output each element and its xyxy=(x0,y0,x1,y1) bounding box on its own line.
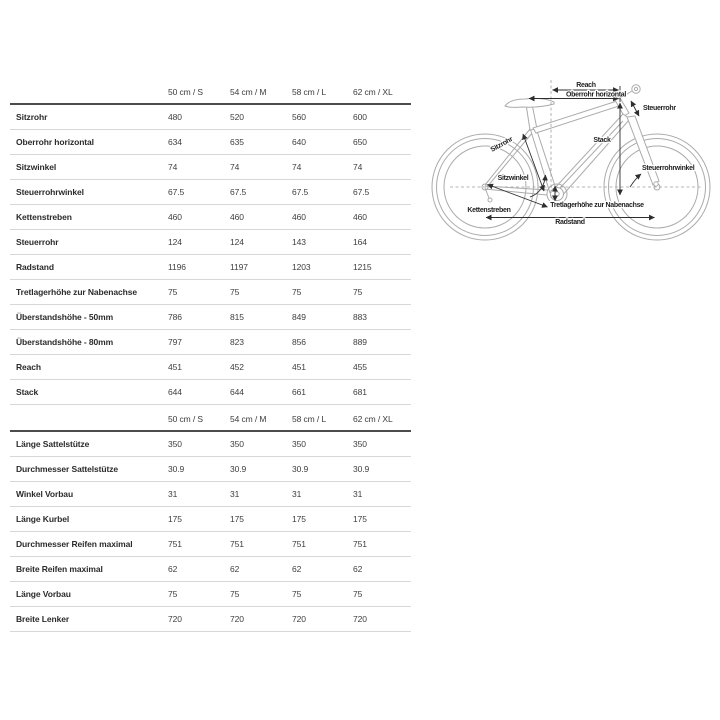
radstand-label: Radstand xyxy=(555,219,585,226)
value-cell: 460 xyxy=(168,205,230,230)
value-cell: 1196 xyxy=(168,255,230,280)
row-label: Breite Reifen maximal xyxy=(10,557,168,582)
size-column-header: 50 cm / S xyxy=(168,80,230,104)
stack-label: Stack xyxy=(593,137,611,144)
table-row xyxy=(10,457,411,482)
value-cell: 635 xyxy=(230,130,292,155)
row-label: Tretlagerhöhe zur Nabenachse xyxy=(10,280,168,305)
table-row xyxy=(10,130,411,155)
value-cell: 600 xyxy=(353,104,411,130)
value-cell: 124 xyxy=(230,230,292,255)
row-label: Oberrohr horizontal xyxy=(10,130,168,155)
value-cell: 62 xyxy=(230,557,292,582)
value-cell: 350 xyxy=(230,431,292,457)
value-cell: 164 xyxy=(353,230,411,255)
table-row xyxy=(10,482,411,507)
value-cell: 75 xyxy=(353,582,411,607)
steuerrohrwinkel-label: Steuerrohrwinkel xyxy=(642,165,695,172)
size-column-header: 58 cm / L xyxy=(292,407,353,431)
table-row xyxy=(10,155,411,180)
value-cell: 30.9 xyxy=(168,457,230,482)
value-cell: 350 xyxy=(353,431,411,457)
value-cell: 175 xyxy=(168,507,230,532)
steuerrohrwinkel-arc xyxy=(630,174,641,187)
value-cell: 67.5 xyxy=(230,180,292,205)
value-cell: 75 xyxy=(230,582,292,607)
table-row xyxy=(10,355,411,380)
row-label: Steuerrohr xyxy=(10,230,168,255)
value-cell: 451 xyxy=(292,355,353,380)
value-cell: 640 xyxy=(292,130,353,155)
value-cell: 175 xyxy=(353,507,411,532)
row-label: Kettenstreben xyxy=(10,205,168,230)
value-cell: 681 xyxy=(353,380,411,405)
value-cell: 1215 xyxy=(353,255,411,280)
value-cell: 644 xyxy=(168,380,230,405)
value-cell: 520 xyxy=(230,104,292,130)
table-row xyxy=(10,205,411,230)
value-cell: 720 xyxy=(292,607,353,632)
table-row xyxy=(10,230,411,255)
value-cell: 751 xyxy=(230,532,292,557)
value-cell: 751 xyxy=(353,532,411,557)
row-label: Durchmesser Sattelstütze xyxy=(10,457,168,482)
row-label: Länge Vorbau xyxy=(10,582,168,607)
value-cell: 786 xyxy=(168,305,230,330)
steuerrohr-label: Steuerrohr xyxy=(643,105,676,112)
value-cell: 175 xyxy=(292,507,353,532)
value-cell: 661 xyxy=(292,380,353,405)
value-cell: 720 xyxy=(168,607,230,632)
value-cell: 62 xyxy=(292,557,353,582)
row-label: Stack xyxy=(10,380,168,405)
value-cell: 31 xyxy=(353,482,411,507)
value-cell: 460 xyxy=(230,205,292,230)
value-cell: 74 xyxy=(353,155,411,180)
value-cell: 75 xyxy=(292,280,353,305)
value-cell: 480 xyxy=(168,104,230,130)
value-cell: 75 xyxy=(168,582,230,607)
value-cell: 797 xyxy=(168,330,230,355)
steuerrohr-arrow xyxy=(631,101,639,116)
value-cell: 849 xyxy=(292,305,353,330)
table-row xyxy=(10,104,411,130)
size-column-header: 54 cm / M xyxy=(230,407,292,431)
table-row xyxy=(10,180,411,205)
table-row xyxy=(10,532,411,557)
value-cell: 856 xyxy=(292,330,353,355)
row-label: Winkel Vorbau xyxy=(10,482,168,507)
value-cell: 889 xyxy=(353,330,411,355)
value-cell: 31 xyxy=(230,482,292,507)
value-cell: 175 xyxy=(230,507,292,532)
table-row xyxy=(10,582,411,607)
value-cell: 460 xyxy=(353,205,411,230)
value-cell: 30.9 xyxy=(292,457,353,482)
value-cell: 650 xyxy=(353,130,411,155)
row-label: Sitzrohr xyxy=(10,104,168,130)
row-label: Überstandshöhe - 80mm xyxy=(10,330,168,355)
value-cell: 823 xyxy=(230,330,292,355)
component-dimensions-table xyxy=(10,407,411,632)
table-row xyxy=(10,557,411,582)
value-cell: 62 xyxy=(353,557,411,582)
value-cell: 74 xyxy=(230,155,292,180)
row-label: Durchmesser Reifen maximal xyxy=(10,532,168,557)
value-cell: 455 xyxy=(353,355,411,380)
size-column-header: 62 cm / XL xyxy=(353,80,411,104)
row-label: Länge Sattelstütze xyxy=(10,431,168,457)
size-header-row xyxy=(10,407,411,431)
component-table-header xyxy=(10,407,411,431)
value-cell: 67.5 xyxy=(168,180,230,205)
frame-geometry-table-header xyxy=(10,80,411,104)
value-cell: 31 xyxy=(168,482,230,507)
value-cell: 67.5 xyxy=(292,180,353,205)
value-cell: 74 xyxy=(168,155,230,180)
empty-header-cell xyxy=(10,407,168,431)
value-cell: 644 xyxy=(230,380,292,405)
value-cell: 350 xyxy=(292,431,353,457)
size-column-header: 50 cm / S xyxy=(168,407,230,431)
sitzwinkel-label: Sitzwinkel xyxy=(497,175,529,182)
value-cell: 30.9 xyxy=(353,457,411,482)
value-cell: 751 xyxy=(292,532,353,557)
value-cell: 883 xyxy=(353,305,411,330)
row-label: Steuerrohrwinkel xyxy=(10,180,168,205)
table-row xyxy=(10,305,411,330)
value-cell: 350 xyxy=(168,431,230,457)
table-row xyxy=(10,330,411,355)
value-cell: 1197 xyxy=(230,255,292,280)
reach-label: Reach xyxy=(576,82,596,89)
row-label: Reach xyxy=(10,355,168,380)
size-column-header: 54 cm / M xyxy=(230,80,292,104)
sitzrohr-label: Sitzrohr xyxy=(489,135,515,154)
value-cell: 75 xyxy=(230,280,292,305)
value-cell: 1203 xyxy=(292,255,353,280)
table-row xyxy=(10,507,411,532)
value-cell: 460 xyxy=(292,205,353,230)
value-cell: 634 xyxy=(168,130,230,155)
table-row xyxy=(10,607,411,632)
value-cell: 75 xyxy=(292,582,353,607)
row-label: Radstand xyxy=(10,255,168,280)
table-row xyxy=(10,255,411,280)
tretlagerhoehe-label: Tretlagerhöhe zur Nabenachse xyxy=(550,202,644,209)
bike-geometry-diagram xyxy=(426,55,718,255)
value-cell: 31 xyxy=(292,482,353,507)
oberrohr-label: Oberrohr horizontal xyxy=(565,91,627,99)
value-cell: 751 xyxy=(168,532,230,557)
value-cell: 143 xyxy=(292,230,353,255)
value-cell: 75 xyxy=(168,280,230,305)
value-cell: 720 xyxy=(230,607,292,632)
value-cell: 74 xyxy=(292,155,353,180)
value-cell: 75 xyxy=(353,280,411,305)
row-label: Überstandshöhe - 50mm xyxy=(10,305,168,330)
value-cell: 62 xyxy=(168,557,230,582)
value-cell: 30.9 xyxy=(230,457,292,482)
value-cell: 67.5 xyxy=(353,180,411,205)
kettenstreben-label: Kettenstreben xyxy=(467,207,511,214)
row-label: Sitzwinkel xyxy=(10,155,168,180)
row-label: Länge Kurbel xyxy=(10,507,168,532)
value-cell: 720 xyxy=(353,607,411,632)
empty-header-cell xyxy=(10,80,168,104)
value-cell: 451 xyxy=(168,355,230,380)
table-row xyxy=(10,280,411,305)
value-cell: 124 xyxy=(168,230,230,255)
frame-geometry-table xyxy=(10,80,411,405)
value-cell: 560 xyxy=(292,104,353,130)
row-label: Breite Lenker xyxy=(10,607,168,632)
table-row xyxy=(10,431,411,457)
size-column-header: 58 cm / L xyxy=(292,80,353,104)
size-column-header: 62 cm / XL xyxy=(353,407,411,431)
table-row xyxy=(10,380,411,405)
value-cell: 815 xyxy=(230,305,292,330)
value-cell: 452 xyxy=(230,355,292,380)
size-header-row xyxy=(10,80,411,104)
geometry-tables xyxy=(10,80,411,634)
